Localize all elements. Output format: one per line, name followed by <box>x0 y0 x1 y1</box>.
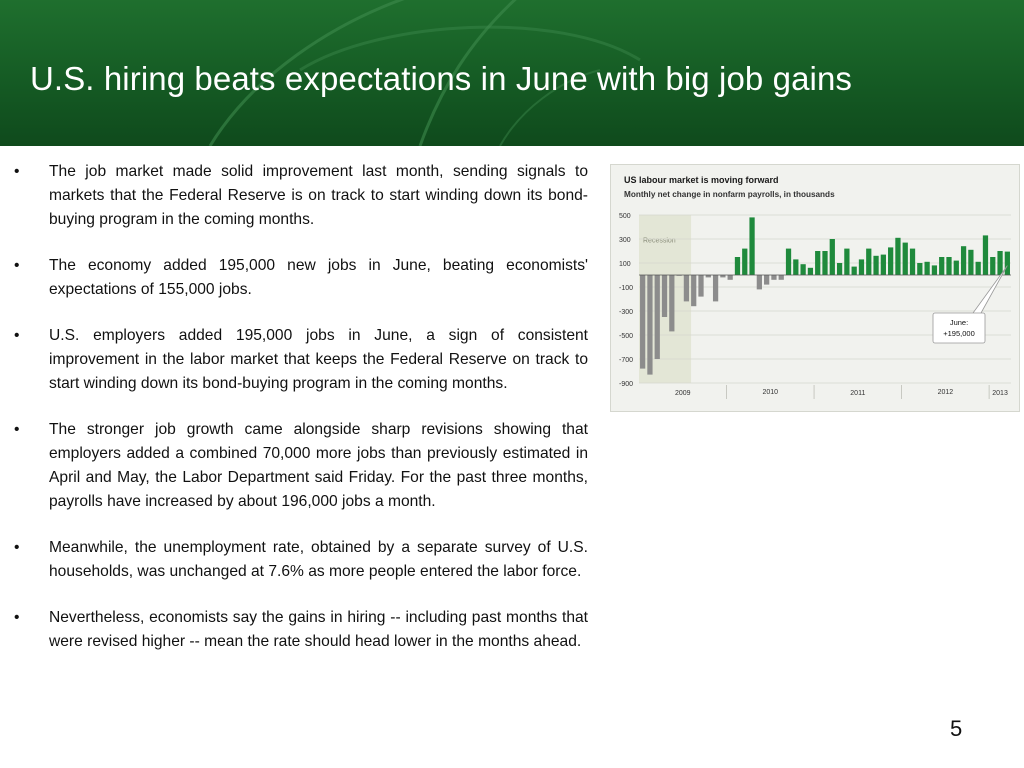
y-tick-label: 500 <box>619 213 631 220</box>
bar <box>983 235 988 275</box>
bar <box>764 275 769 285</box>
bar <box>691 275 696 306</box>
chart-title: US labour market is moving forward <box>624 175 779 185</box>
bar <box>779 275 784 280</box>
bar <box>808 268 813 275</box>
bar <box>881 255 886 275</box>
bar <box>698 275 703 297</box>
slide-title: U.S. hiring beats expectations in June with big job gains <box>30 60 853 97</box>
y-tick-label: 100 <box>619 261 631 268</box>
bullet-marker: • <box>14 327 20 344</box>
bullet-text: The job market made solid improvement last month, sending signals to markets that the Federal Reserve is on track to start winding down its bond-buying program in the coming months. <box>49 163 588 228</box>
bar <box>895 238 900 275</box>
y-tick-label: -700 <box>619 357 634 364</box>
bullet-item <box>14 536 588 584</box>
bar <box>837 263 842 275</box>
bar <box>662 275 667 317</box>
bar <box>903 243 908 275</box>
bar <box>728 275 733 280</box>
bullet-marker: • <box>14 257 20 274</box>
bar <box>888 247 893 275</box>
bar <box>924 262 929 275</box>
x-tick-label: 2010 <box>762 389 779 396</box>
bullet-item <box>14 160 588 232</box>
y-tick-label: -100 <box>619 285 634 292</box>
bar <box>954 261 959 275</box>
bar <box>946 257 951 275</box>
bar <box>852 267 857 275</box>
bar <box>866 249 871 275</box>
bar <box>822 251 827 275</box>
bar <box>859 259 864 275</box>
bar <box>968 250 973 275</box>
chart-svg <box>611 165 1021 413</box>
bullet-item <box>14 324 588 396</box>
bullet-text: The stronger job growth came alongside sharp revisions showing that employers added a combined 70,000 more jobs than previously estimated in April and May, the Labor Department said Friday. For the past three months, payrolls have increased by about 196,000 jobs a month. <box>49 421 588 510</box>
x-tick-label: 2009 <box>674 390 691 397</box>
bar <box>793 259 798 275</box>
bullet-marker: • <box>14 539 20 556</box>
bar <box>669 275 674 331</box>
bar <box>800 264 805 275</box>
y-tick-label: 300 <box>619 237 631 244</box>
bullet-item <box>14 254 588 302</box>
bar <box>786 249 791 275</box>
bar <box>844 249 849 275</box>
bar <box>815 251 820 275</box>
bar <box>640 275 645 369</box>
bullet-item <box>14 606 588 654</box>
bullet-marker: • <box>14 163 20 180</box>
bullet-item <box>14 418 588 514</box>
bar <box>939 257 944 275</box>
x-tick-label: 2011 <box>850 390 866 397</box>
bullet-text: The economy added 195,000 new jobs in June, beating economists' expectations of 155,000 jobs. <box>49 257 588 298</box>
bar <box>1005 252 1010 275</box>
bullet-list <box>14 160 588 676</box>
x-tick-label: 2012 <box>937 389 954 396</box>
y-tick-label: -500 <box>619 333 634 340</box>
bar <box>742 249 747 275</box>
bar <box>932 265 937 275</box>
bullet-text: Nevertheless, economists say the gains in hiring -- including past months that were revised higher -- mean the rate should head lower in the months ahead. <box>49 609 588 650</box>
bar <box>910 249 915 275</box>
bullet-text: Meanwhile, the unemployment rate, obtained by a separate survey of U.S. households, was unchanged at 7.6% as more people entered the labor force. <box>49 539 588 580</box>
bar <box>990 257 995 275</box>
bar <box>873 256 878 275</box>
bar <box>997 251 1002 275</box>
bar <box>713 275 718 301</box>
bar <box>647 275 652 375</box>
bar <box>655 275 660 359</box>
bar <box>684 275 689 301</box>
bar <box>976 262 981 275</box>
x-tick-label: 2013 <box>992 390 1008 397</box>
chart-subtitle: Monthly net change in nonfarm payrolls, in thousands <box>624 190 835 199</box>
bar <box>917 263 922 275</box>
bullet-text: U.S. employers added 195,000 jobs in June, a sign of consistent improvement in the labor market that keeps the Federal Reserve on track to start winding down its bond-buying program in the coming months. <box>49 327 588 392</box>
chart-bars <box>640 217 1010 374</box>
bar <box>757 275 762 289</box>
annotation-line-1: June: <box>949 318 969 327</box>
bullet-marker: • <box>14 421 20 438</box>
y-tick-label: -300 <box>619 309 634 316</box>
recession-label: Recession <box>643 237 676 245</box>
bar <box>771 275 776 280</box>
bar <box>749 217 754 275</box>
page-number: 5 <box>950 716 963 741</box>
slide-header <box>0 0 1024 146</box>
bullet-marker: • <box>14 609 20 626</box>
bar <box>830 239 835 275</box>
payrolls-chart <box>610 164 1020 412</box>
y-tick-label: -900 <box>619 381 634 388</box>
bar <box>735 257 740 275</box>
bar <box>961 246 966 275</box>
annotation-line-2: +195,000 <box>943 329 975 338</box>
